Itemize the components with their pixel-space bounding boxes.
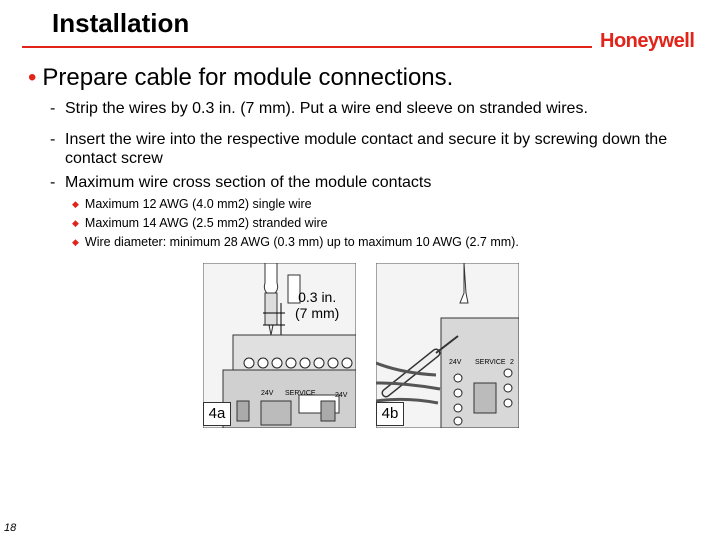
dash-icon: - — [50, 131, 56, 148]
strip-length-label — [295, 289, 339, 321]
step-text: Insert the wire into the respective module contact and secure it by screwing down the contact screw — [65, 131, 668, 167]
step-text: Maximum wire cross section of the module contacts — [65, 174, 432, 191]
label-24v: 24V — [449, 359, 462, 366]
strip-length-mm: (7 mm) — [295, 305, 340, 321]
diamond-bullet-icon: ◆ — [72, 237, 79, 247]
spec-item — [72, 197, 312, 212]
dash-icon: - — [50, 100, 56, 117]
main-bullet — [28, 64, 453, 92]
honeywell-logo: Honeywell — [600, 30, 695, 52]
page-number: 18 — [4, 522, 17, 534]
step-text: Strip the wires by 0.3 in. (7 mm). Put a wire end sleeve on stranded wires. — [65, 100, 588, 117]
label-service: SERVICE — [475, 359, 506, 366]
bullet-icon: • — [28, 64, 37, 91]
main-bullet-text: Prepare cable for module connections. — [42, 64, 454, 91]
figure-tag-4b: 4b — [376, 402, 404, 426]
strip-length-inch: 0.3 in. — [298, 289, 337, 305]
spec-text: Maximum 14 AWG (2.5 mm2) stranded wire — [84, 216, 328, 230]
wire-insert-photo — [376, 263, 519, 428]
figure-tag-4a: 4a — [203, 402, 231, 426]
step-item — [50, 130, 690, 168]
label-24v-right: 24V — [335, 392, 348, 399]
label-number: 2 — [510, 359, 514, 366]
slide-title: Installation — [52, 8, 190, 38]
step-item — [50, 99, 690, 118]
title-divider — [22, 46, 592, 48]
spec-item — [72, 235, 519, 250]
label-24v-left: 24V — [261, 390, 274, 397]
spec-item — [72, 216, 328, 231]
dash-icon: - — [50, 174, 56, 191]
step-item — [50, 173, 690, 192]
diamond-bullet-icon: ◆ — [72, 218, 79, 228]
diamond-bullet-icon: ◆ — [72, 199, 79, 209]
label-service: SERVICE — [285, 390, 316, 397]
spec-text: Maximum 12 AWG (4.0 mm2) single wire — [84, 197, 312, 211]
wire-strip-photo — [203, 263, 356, 428]
spec-text: Wire diameter: minimum 28 AWG (0.3 mm) up to maximum 10 AWG (2.7 mm). — [84, 235, 519, 249]
